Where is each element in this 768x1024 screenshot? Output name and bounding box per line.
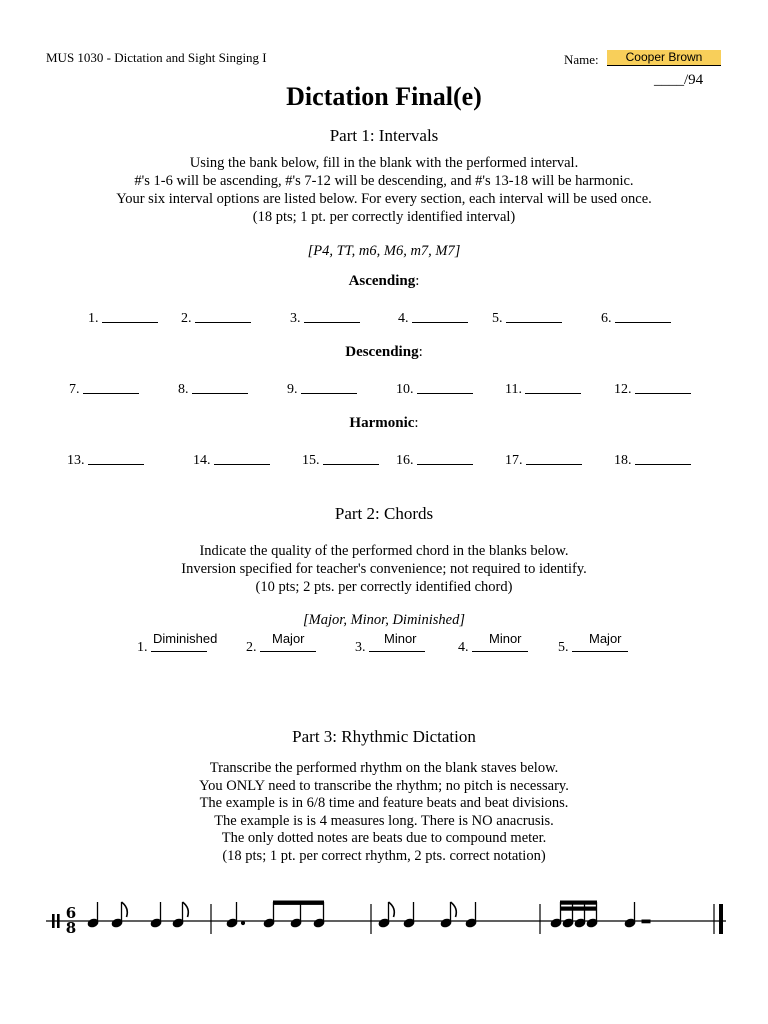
part2-instruction-line: Inversion specified for teacher's convenience; not required to identify. <box>181 561 587 577</box>
blank-number: 15. <box>302 453 320 468</box>
interval-blank-6[interactable] <box>601 311 671 327</box>
page-title: Dictation Final(e) <box>286 82 482 111</box>
interval-blank-16[interactable] <box>396 453 473 469</box>
blank-line <box>412 322 468 323</box>
blank-number: 2. <box>181 311 192 326</box>
interval-blank-2[interactable] <box>181 311 251 327</box>
interval-blank-3[interactable] <box>290 311 360 327</box>
part2-instruction-line: (10 pts; 2 pts. per correctly identified chord) <box>255 579 513 595</box>
chord-blank-5[interactable] <box>558 640 628 656</box>
blank-line <box>88 464 144 465</box>
blank-line <box>526 464 582 465</box>
part1-instruction-line: Your six interval options are listed below. For every section, each interval will be used once. <box>116 191 652 207</box>
interval-blank-8[interactable] <box>178 382 248 398</box>
interval-blank-13[interactable] <box>67 453 144 469</box>
interval-blank-5[interactable] <box>492 311 562 327</box>
interval-blank-10[interactable] <box>396 382 473 398</box>
blank-number: 13. <box>67 453 85 468</box>
measure-1 <box>87 902 188 928</box>
blank-number: 11. <box>505 382 522 397</box>
blank-number: 4. <box>458 640 469 655</box>
chord-answer-2: Major <box>272 631 305 646</box>
harmonic-heading <box>0 415 768 432</box>
time-sig-bottom: 8 <box>65 919 77 937</box>
part1-instruction-line: (18 pts; 1 pt. per correctly identified interval) <box>252 209 516 225</box>
ascending-label: Ascending <box>348 273 416 289</box>
rhythm-staff[interactable] <box>46 890 730 946</box>
course-title: MUS 1030 - Dictation and Sight Singing I <box>46 50 267 65</box>
interval-blank-4[interactable] <box>398 311 468 327</box>
blank-line <box>301 393 357 394</box>
interval-blank-14[interactable] <box>193 453 270 469</box>
blank-number: 3. <box>355 640 366 655</box>
blank-line <box>195 322 251 323</box>
blank-number: 5. <box>558 640 569 655</box>
chord-answer-3: Minor <box>384 631 417 646</box>
part3-instruction-line: (18 pts; 1 pt. per correct rhythm, 2 pts. correct notation) <box>222 847 546 864</box>
part1-instruction-line: Using the bank below, fill in the blank with the performed interval. <box>189 155 579 171</box>
descending-label: Descending <box>345 344 419 360</box>
interval-blank-9[interactable] <box>287 382 357 398</box>
harmonic-label: Harmonic <box>349 415 415 431</box>
blank-number: 6. <box>601 311 612 326</box>
blank-line <box>472 651 528 652</box>
rest <box>642 920 650 923</box>
measure-2 <box>226 901 325 928</box>
chord-answer-4: Minor <box>489 631 522 646</box>
blank-line <box>323 464 379 465</box>
blank-number: 18. <box>614 453 632 468</box>
blank-line <box>214 464 270 465</box>
score-total: ____/94 <box>654 72 704 88</box>
harmonic-colon: : <box>414 415 419 431</box>
chord-blank-4[interactable] <box>458 640 528 656</box>
interval-blank-1[interactable] <box>88 311 158 327</box>
part3-instruction-line: The example is is 4 measures long. There is NO anacrusis. <box>214 812 554 829</box>
blank-number: 16. <box>396 453 414 468</box>
blank-line <box>102 322 158 323</box>
ascending-colon: : <box>415 273 420 289</box>
blank-number: 8. <box>178 382 189 397</box>
blank-line <box>304 322 360 323</box>
beam <box>274 901 324 904</box>
interval-blank-11[interactable] <box>505 382 581 398</box>
blank-line <box>260 651 316 652</box>
blank-line <box>369 651 425 652</box>
descending-heading <box>0 344 768 361</box>
part2-heading: Part 2: Chords <box>334 504 434 523</box>
part1-instruction-line: #'s 1-6 will be ascending, #'s 7-12 will be descending, and #'s 13-18 will be harmonic. <box>134 173 634 189</box>
name-label: Name: <box>564 52 599 67</box>
part2-instruction-line: Indicate the quality of the performed chord in the blanks below. <box>199 543 569 559</box>
time-sig-top: 6 <box>65 904 77 922</box>
part3-instruction-line: The example is in 6/8 time and feature beats and beat divisions. <box>199 795 569 811</box>
interval-blank-12[interactable] <box>614 382 691 398</box>
beam <box>561 901 597 904</box>
blank-number: 9. <box>287 382 298 397</box>
part3-instructions <box>0 760 768 865</box>
part3-instruction-line: Transcribe the performed rhythm on the blank staves below. <box>209 760 559 776</box>
blank-number: 12. <box>614 382 632 397</box>
chord-answer-1: Diminished <box>153 631 218 646</box>
part3-instruction-line: The only dotted notes are beats due to compound meter. <box>221 830 547 846</box>
part2-instructions <box>0 542 768 596</box>
chord-blank-3[interactable] <box>355 640 425 656</box>
interval-blank-7[interactable] <box>69 382 139 398</box>
blank-line <box>417 464 473 465</box>
final-barline-thick <box>719 904 723 934</box>
blank-line <box>192 393 248 394</box>
blank-number: 14. <box>193 453 211 468</box>
part3-heading: Part 3: Rhythmic Dictation <box>292 727 476 746</box>
chord-blank-2[interactable] <box>246 640 316 656</box>
blank-number: 2. <box>246 640 257 655</box>
dot <box>241 921 244 924</box>
interval-blank-15[interactable] <box>302 453 379 469</box>
blank-number: 7. <box>69 382 80 397</box>
part1-instructions <box>0 154 768 226</box>
ascending-heading <box>0 273 768 290</box>
blank-line <box>635 464 691 465</box>
descending-colon: : <box>418 344 423 360</box>
blank-line <box>151 651 207 652</box>
part1-heading: Part 1: Intervals <box>329 126 439 145</box>
interval-blank-18[interactable] <box>614 453 691 469</box>
blank-number: 10. <box>396 382 414 397</box>
part3-instruction-line: You ONLY need to transcribe the rhythm; no pitch is necessary. <box>199 777 569 794</box>
beam <box>561 907 597 910</box>
percussion-clef-icon <box>52 914 55 928</box>
blank-line <box>417 393 473 394</box>
interval-blank-17[interactable] <box>505 453 582 469</box>
measure-4 <box>550 901 650 928</box>
blank-number: 17. <box>505 453 523 468</box>
name-field[interactable]: Cooper Brown <box>607 50 721 66</box>
blank-number: 4. <box>398 311 409 326</box>
blank-number: 3. <box>290 311 301 326</box>
blank-line <box>635 393 691 394</box>
chord-blank-1[interactable] <box>137 640 207 656</box>
blank-number: 1. <box>137 640 148 655</box>
blank-number: 5. <box>492 311 503 326</box>
chord-answer-5: Major <box>589 631 622 646</box>
measure-3 <box>378 902 477 928</box>
blank-line <box>525 393 581 394</box>
blank-number: 1. <box>88 311 99 326</box>
blank-line <box>572 651 628 652</box>
chord-bank: [Major, Minor, Diminished] <box>303 612 465 628</box>
blank-line <box>615 322 671 323</box>
blank-line <box>506 322 562 323</box>
blank-line <box>83 393 139 394</box>
interval-bank: [P4, TT, m6, M6, m7, M7] <box>307 243 461 259</box>
